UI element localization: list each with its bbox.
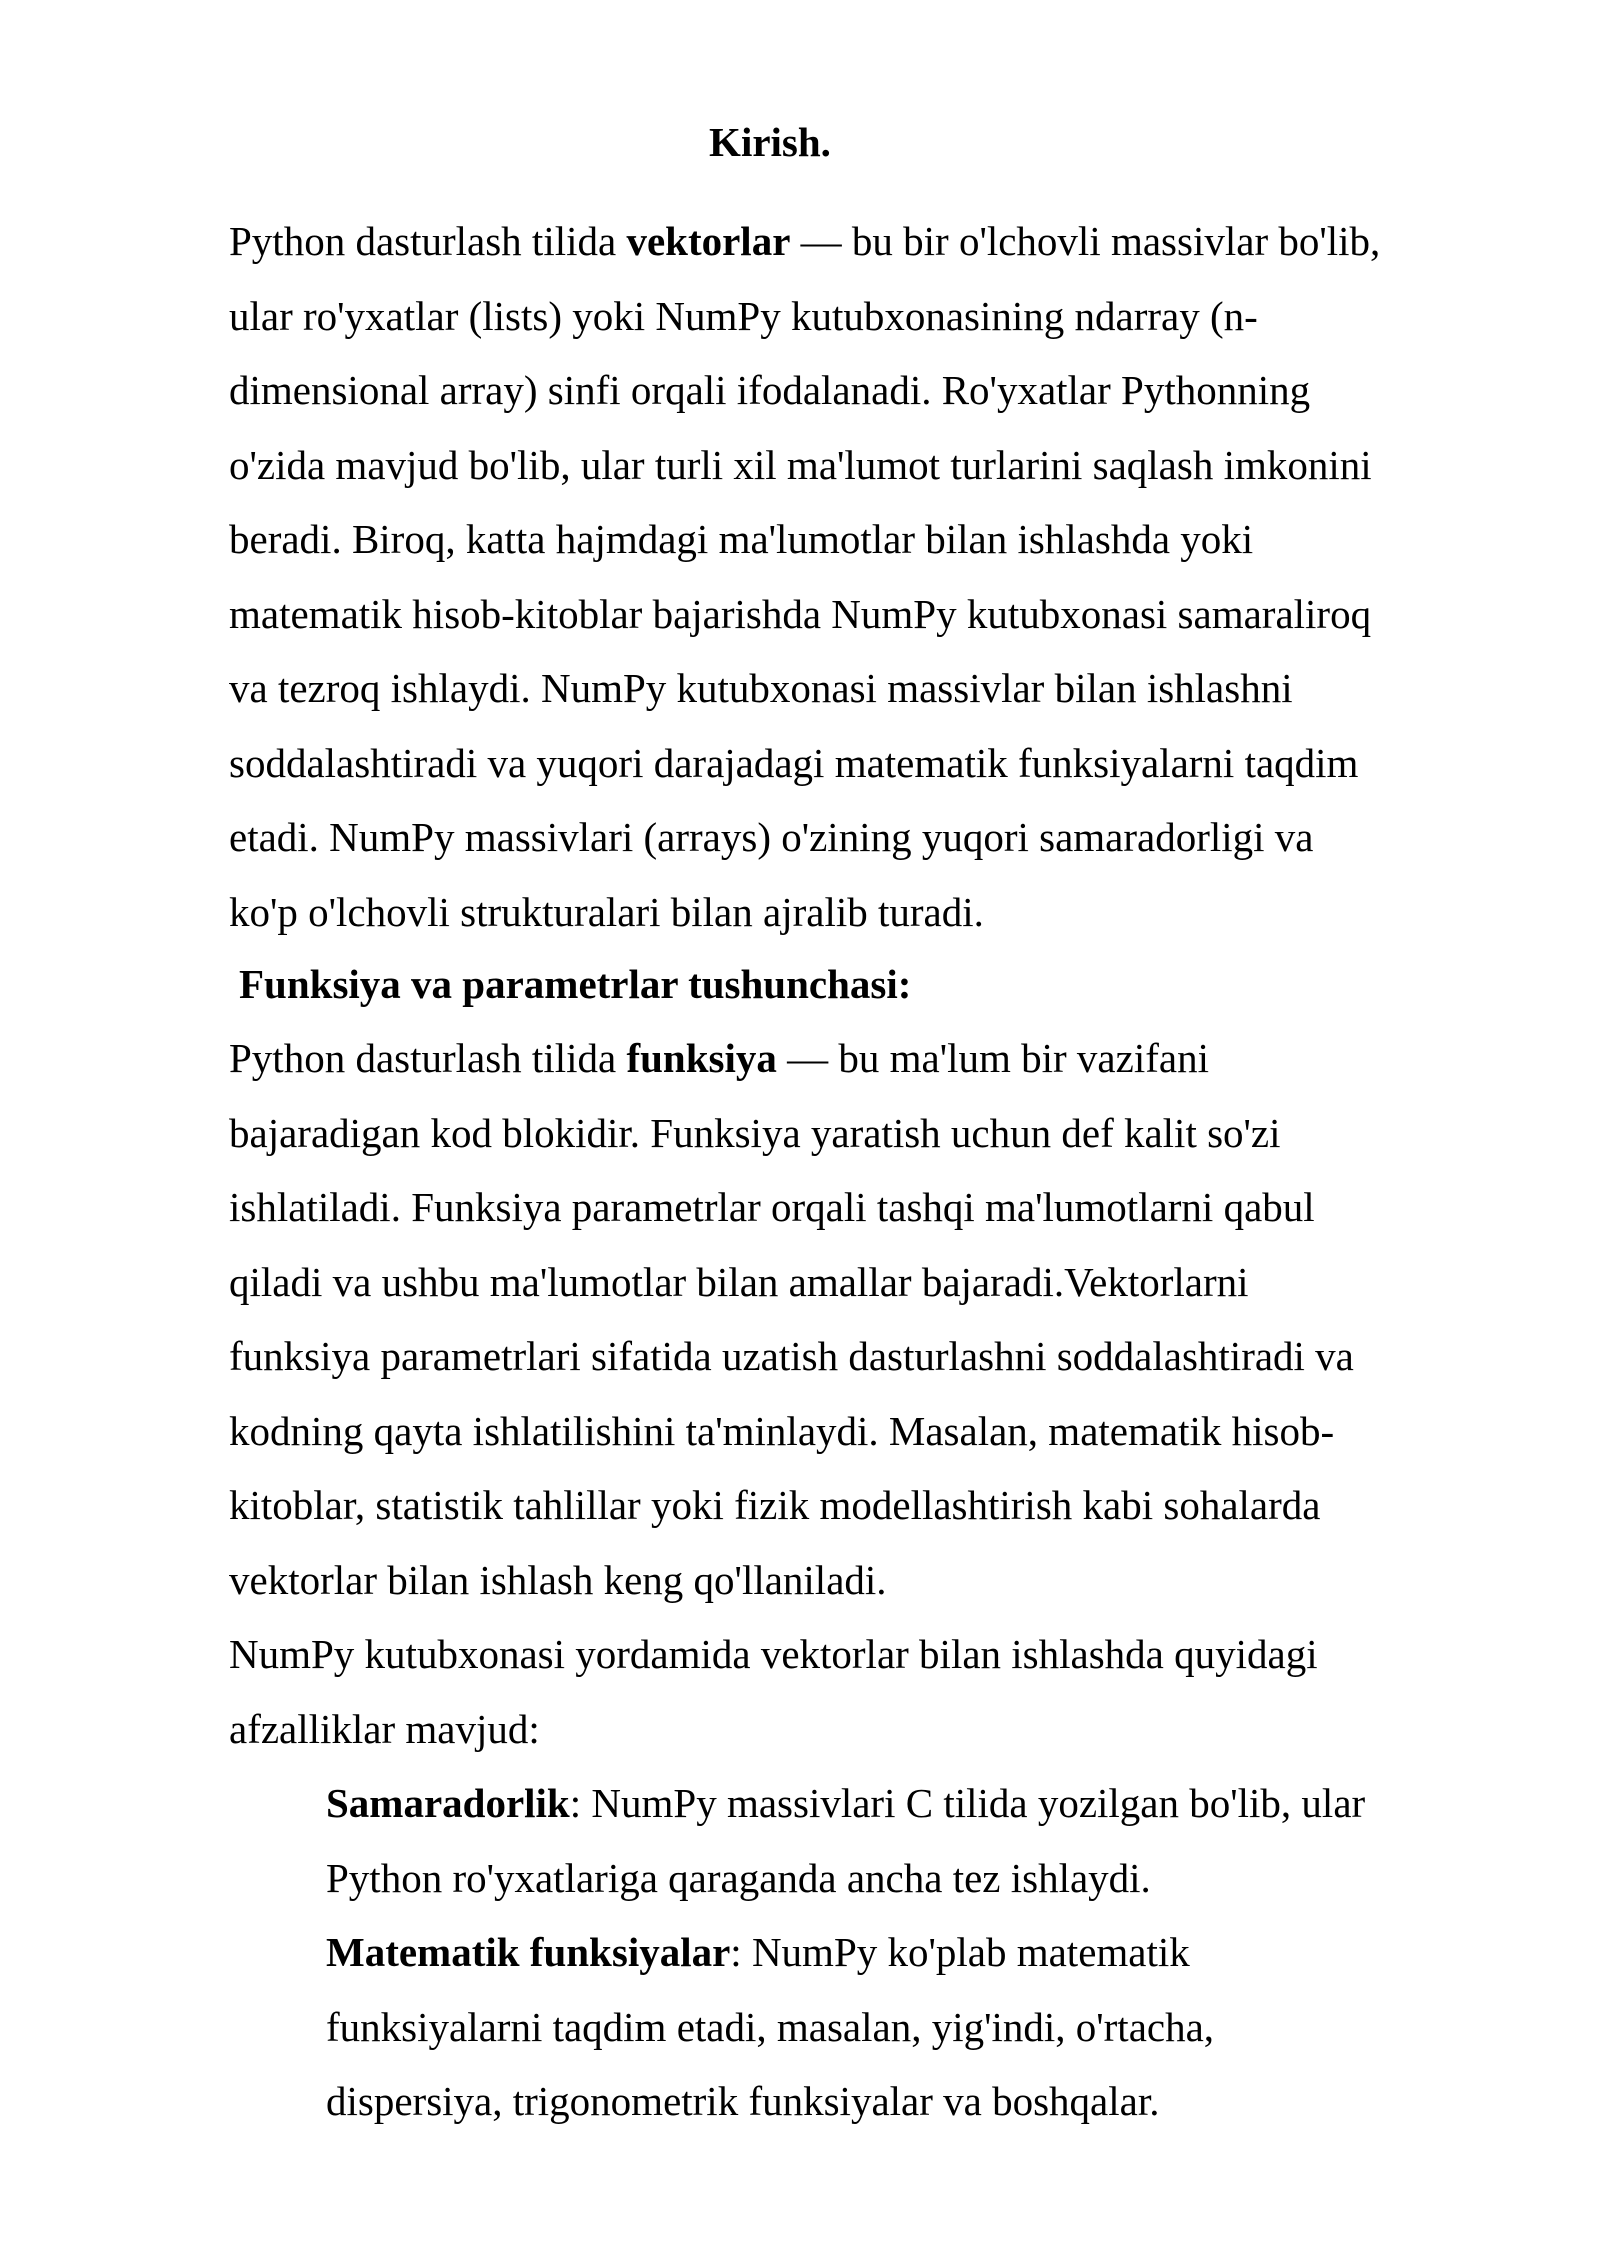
list-item-text: : NumPy massivlari C tilida yozilgan bo'lib, ular	[569, 1780, 1366, 1826]
list-item-text: : NumPy ko'plab matematik	[730, 1929, 1190, 1975]
list-item-line	[326, 1766, 1466, 1841]
list-item-line: funksiyalarni taqdim etadi, masalan, yig'indi, o'rtacha,	[326, 2003, 1215, 2050]
functions-text: Python dasturlash tilida	[229, 1035, 627, 1081]
functions-paragraph	[229, 1021, 1459, 1617]
functions-line: kitoblar, statistik tahlillar yoki fizik modellashtirish kabi sohalarda	[229, 1482, 1321, 1528]
term-vektorlar: vektorlar	[626, 218, 791, 264]
intro-line: beradi. Biroq, katta hajmdagi ma'lumotlar bilan ishlashda yoki	[229, 516, 1254, 562]
advantages-intro-line: afzalliklar mavjud:	[229, 1705, 540, 1752]
section-heading: Funksiya va parametrlar tushunchasi:	[239, 961, 912, 1007]
term-funksiya: funksiya	[626, 1035, 777, 1081]
intro-line: ko'p o'lchovli strukturalari bilan ajralib turadi.	[229, 888, 984, 935]
intro-paragraph	[229, 204, 1459, 949]
intro-line: matematik hisob-kitoblar bajarishda NumPy kutubxonasi samaraliroq	[229, 590, 1372, 637]
list-item	[326, 1915, 1466, 2139]
list-item-line	[326, 1915, 1466, 1990]
list-item-term: Matematik funksiyalar	[326, 1929, 731, 1975]
functions-line: kodning qayta ishlatilishini ta'minlaydi. Masalan, matematik hisob-	[229, 1407, 1335, 1454]
intro-line: dimensional array) sinfi orqali ifodalanadi. Ro'yxatlar Pythonning	[229, 367, 1311, 413]
intro-text: Python dasturlash tilida	[229, 218, 627, 264]
advantages-list	[326, 1766, 1466, 2139]
intro-line: o'zida mavjud bo'lib, ular turli xil ma'lumot turlarini saqlash imkonini	[229, 441, 1372, 488]
intro-line: soddalashtiradi va yuqori darajadagi matematik funksiyalarni taqdim	[229, 739, 1359, 786]
functions-line: ishlatiladi. Funksiya parametrlar orqali tashqi ma'lumotlarni qabul	[229, 1184, 1315, 1230]
intro-line: va tezroq ishlaydi. NumPy kutubxonasi massivlar bilan ishlashni	[229, 665, 1293, 711]
functions-text: — bu ma'lum bir vazifani	[776, 1035, 1209, 1081]
functions-line: qiladi va ushbu ma'lumotlar bilan amallar bajaradi.Vektorlarni	[229, 1258, 1249, 1305]
advantages-intro-paragraph	[229, 1617, 1459, 1766]
functions-line: vektorlar bilan ishlash keng qo'llaniladi.	[229, 1556, 887, 1603]
functions-line	[229, 1021, 1459, 1096]
list-item-term: Samaradorlik	[326, 1780, 570, 1826]
list-item-line: dispersiya, trigonometrik funksiyalar va boshqalar.	[326, 2078, 1160, 2124]
intro-text: — bu bir o'lchovli massivlar bo'lib,	[790, 218, 1381, 264]
list-item	[326, 1766, 1466, 1915]
intro-line	[229, 204, 1459, 279]
page-title: Kirish.	[709, 119, 831, 165]
functions-line: bajaradigan kod blokidir. Funksiya yaratish uchun def kalit so'zi	[229, 1109, 1281, 1156]
list-item-line: Python ro'yxatlariga qaraganda ancha tez ishlaydi.	[326, 1854, 1151, 1901]
intro-line: ular ro'yxatlar (lists) yoki NumPy kutubxonasining ndarray (n-	[229, 292, 1258, 339]
advantages-intro-line: NumPy kutubxonasi yordamida vektorlar bilan ishlashda quyidagi	[229, 1631, 1318, 1677]
functions-line: funksiya parametrlari sifatida uzatish dasturlashni soddalashtiradi va	[229, 1333, 1354, 1379]
intro-line: etadi. NumPy massivlari (arrays) o'zining yuqori samaradorligi va	[229, 814, 1314, 860]
